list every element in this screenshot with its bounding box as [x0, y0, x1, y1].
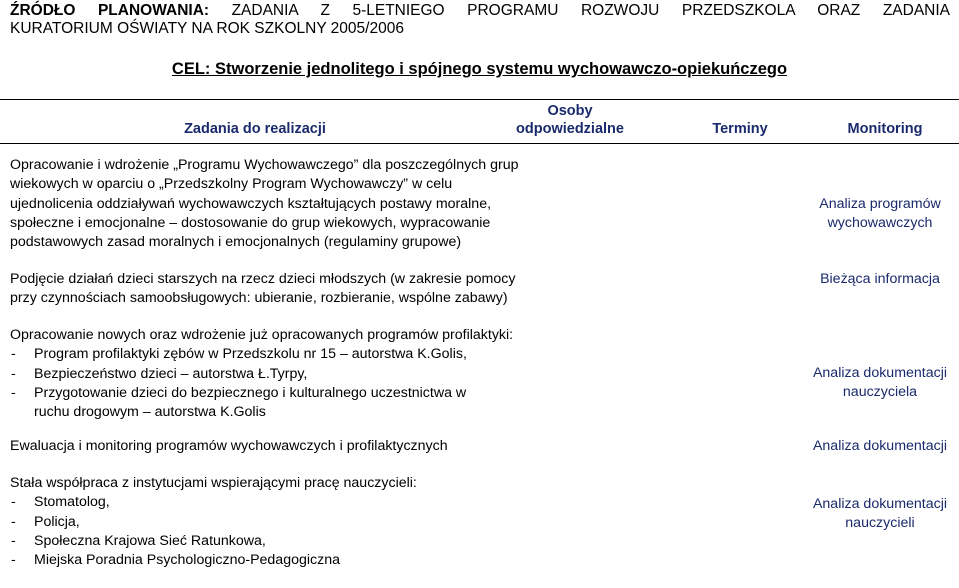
planning-source-label: ŹRÓDŁO PLANOWANIA: — [10, 2, 210, 19]
table-row-monitoring — [800, 495, 959, 533]
column-header-deadlines: Terminy — [712, 121, 768, 137]
task-line: Opracowanie i wdrożenie „Programu Wychowawczego” dla poszczególnych grup — [10, 157, 519, 173]
list-item-continuation: ruchu drogowym – autorstwa K.Golis — [34, 404, 266, 421]
list-item: - Przygotowanie dzieci do bezpiecznego i kulturalnego uczestnictwa w — [10, 384, 490, 403]
monitoring-line: Analiza dokumentacji — [812, 496, 948, 512]
list-item: - Społeczna Krajowa Sieć Ratunkowa, — [10, 532, 490, 551]
monitoring-line: Analiza programów — [819, 196, 941, 212]
table-row-task — [10, 156, 519, 252]
table-row-monitoring — [800, 437, 959, 456]
column-header-monitoring: Monitoring — [847, 121, 923, 137]
monitoring-line: nauczyciela — [842, 384, 918, 400]
list-item: - Policja, — [10, 513, 490, 532]
goal-title: CEL: Stworzenie jednolitego i spójnego systemu wychowawczo-opiekuńczego — [171, 60, 788, 78]
task-line: Ewaluacja i monitoring programów wychowawczych i profilaktycznych — [10, 438, 448, 454]
list-item: - Bezpieczeństwo dzieci – autorstwa Ł.Tyrpy, — [10, 365, 490, 384]
table-row-task — [10, 437, 490, 456]
task-line: wiekowych w oparciu o „Przedszkolny Program Wychowawczy” w celu — [10, 176, 453, 193]
column-header-responsible-line1: Osoby — [547, 103, 593, 119]
task-list — [10, 493, 490, 570]
task-list — [10, 345, 490, 403]
monitoring-line: Analiza dokumentacji — [812, 438, 948, 454]
table-top-rule — [0, 99, 959, 100]
table-row-monitoring — [800, 364, 959, 402]
table-row-monitoring — [800, 195, 959, 233]
column-header-tasks: Zadania do realizacji — [184, 121, 326, 137]
list-item: - Stomatolog, — [10, 493, 490, 512]
table-row-task — [10, 270, 516, 309]
task-intro: Opracowanie nowych oraz wdrożenie już opracowanych programów profilaktyki: — [10, 327, 514, 343]
header-bottom-rule — [0, 143, 959, 144]
planning-source-line1: ZADANIA Z 5-LETNIEGO PROGRAMU ROZWOJU PRZEDSZKOLA ORAZ ZADANIA — [231, 2, 950, 19]
planning-source-header — [10, 2, 950, 38]
task-line: ujednolicenia oddziaływań wychowawczych kształtujących postawy moralne, — [10, 195, 492, 212]
task-line: Podjęcie działań dzieci starszych na rzecz dzieci młodszych (w zakresie pomocy — [10, 271, 516, 287]
monitoring-line: nauczycieli — [845, 515, 915, 531]
planning-source-line2: KURATORIUM OŚWIATY NA ROK SZKOLNY 2005/2006 — [10, 20, 404, 37]
task-line: społeczne i emocjonalne – dostosowanie do grup wiekowych, wypracowanie — [10, 214, 491, 231]
list-item: - Program profilaktyki zębów w Przedszkolu nr 15 – autorstwa K.Golis, — [10, 345, 490, 364]
column-header-responsible-line2: odpowiedzialne — [516, 121, 624, 137]
monitoring-line: wychowawczych — [827, 215, 933, 231]
column-header-responsible — [500, 102, 640, 138]
table-row-task — [10, 326, 514, 422]
monitoring-line: Analiza dokumentacji — [812, 365, 948, 381]
task-intro: Stała współpraca z instytucjami wspierającymi pracę nauczycieli: — [10, 475, 417, 491]
task-line: przy czynnościach samoobsługowych: ubieranie, rozbieranie, wspólne zabawy) — [10, 290, 508, 307]
task-line: podstawowych zasad moralnych i emocjonalnych (regulaminy grupowe) — [10, 234, 462, 251]
table-row-monitoring — [800, 270, 959, 289]
monitoring-line: Bieżąca informacja — [820, 271, 940, 287]
table-row-task — [10, 474, 490, 570]
list-item: - Miejska Poradnia Psychologiczno-Pedagogiczna — [10, 551, 490, 570]
